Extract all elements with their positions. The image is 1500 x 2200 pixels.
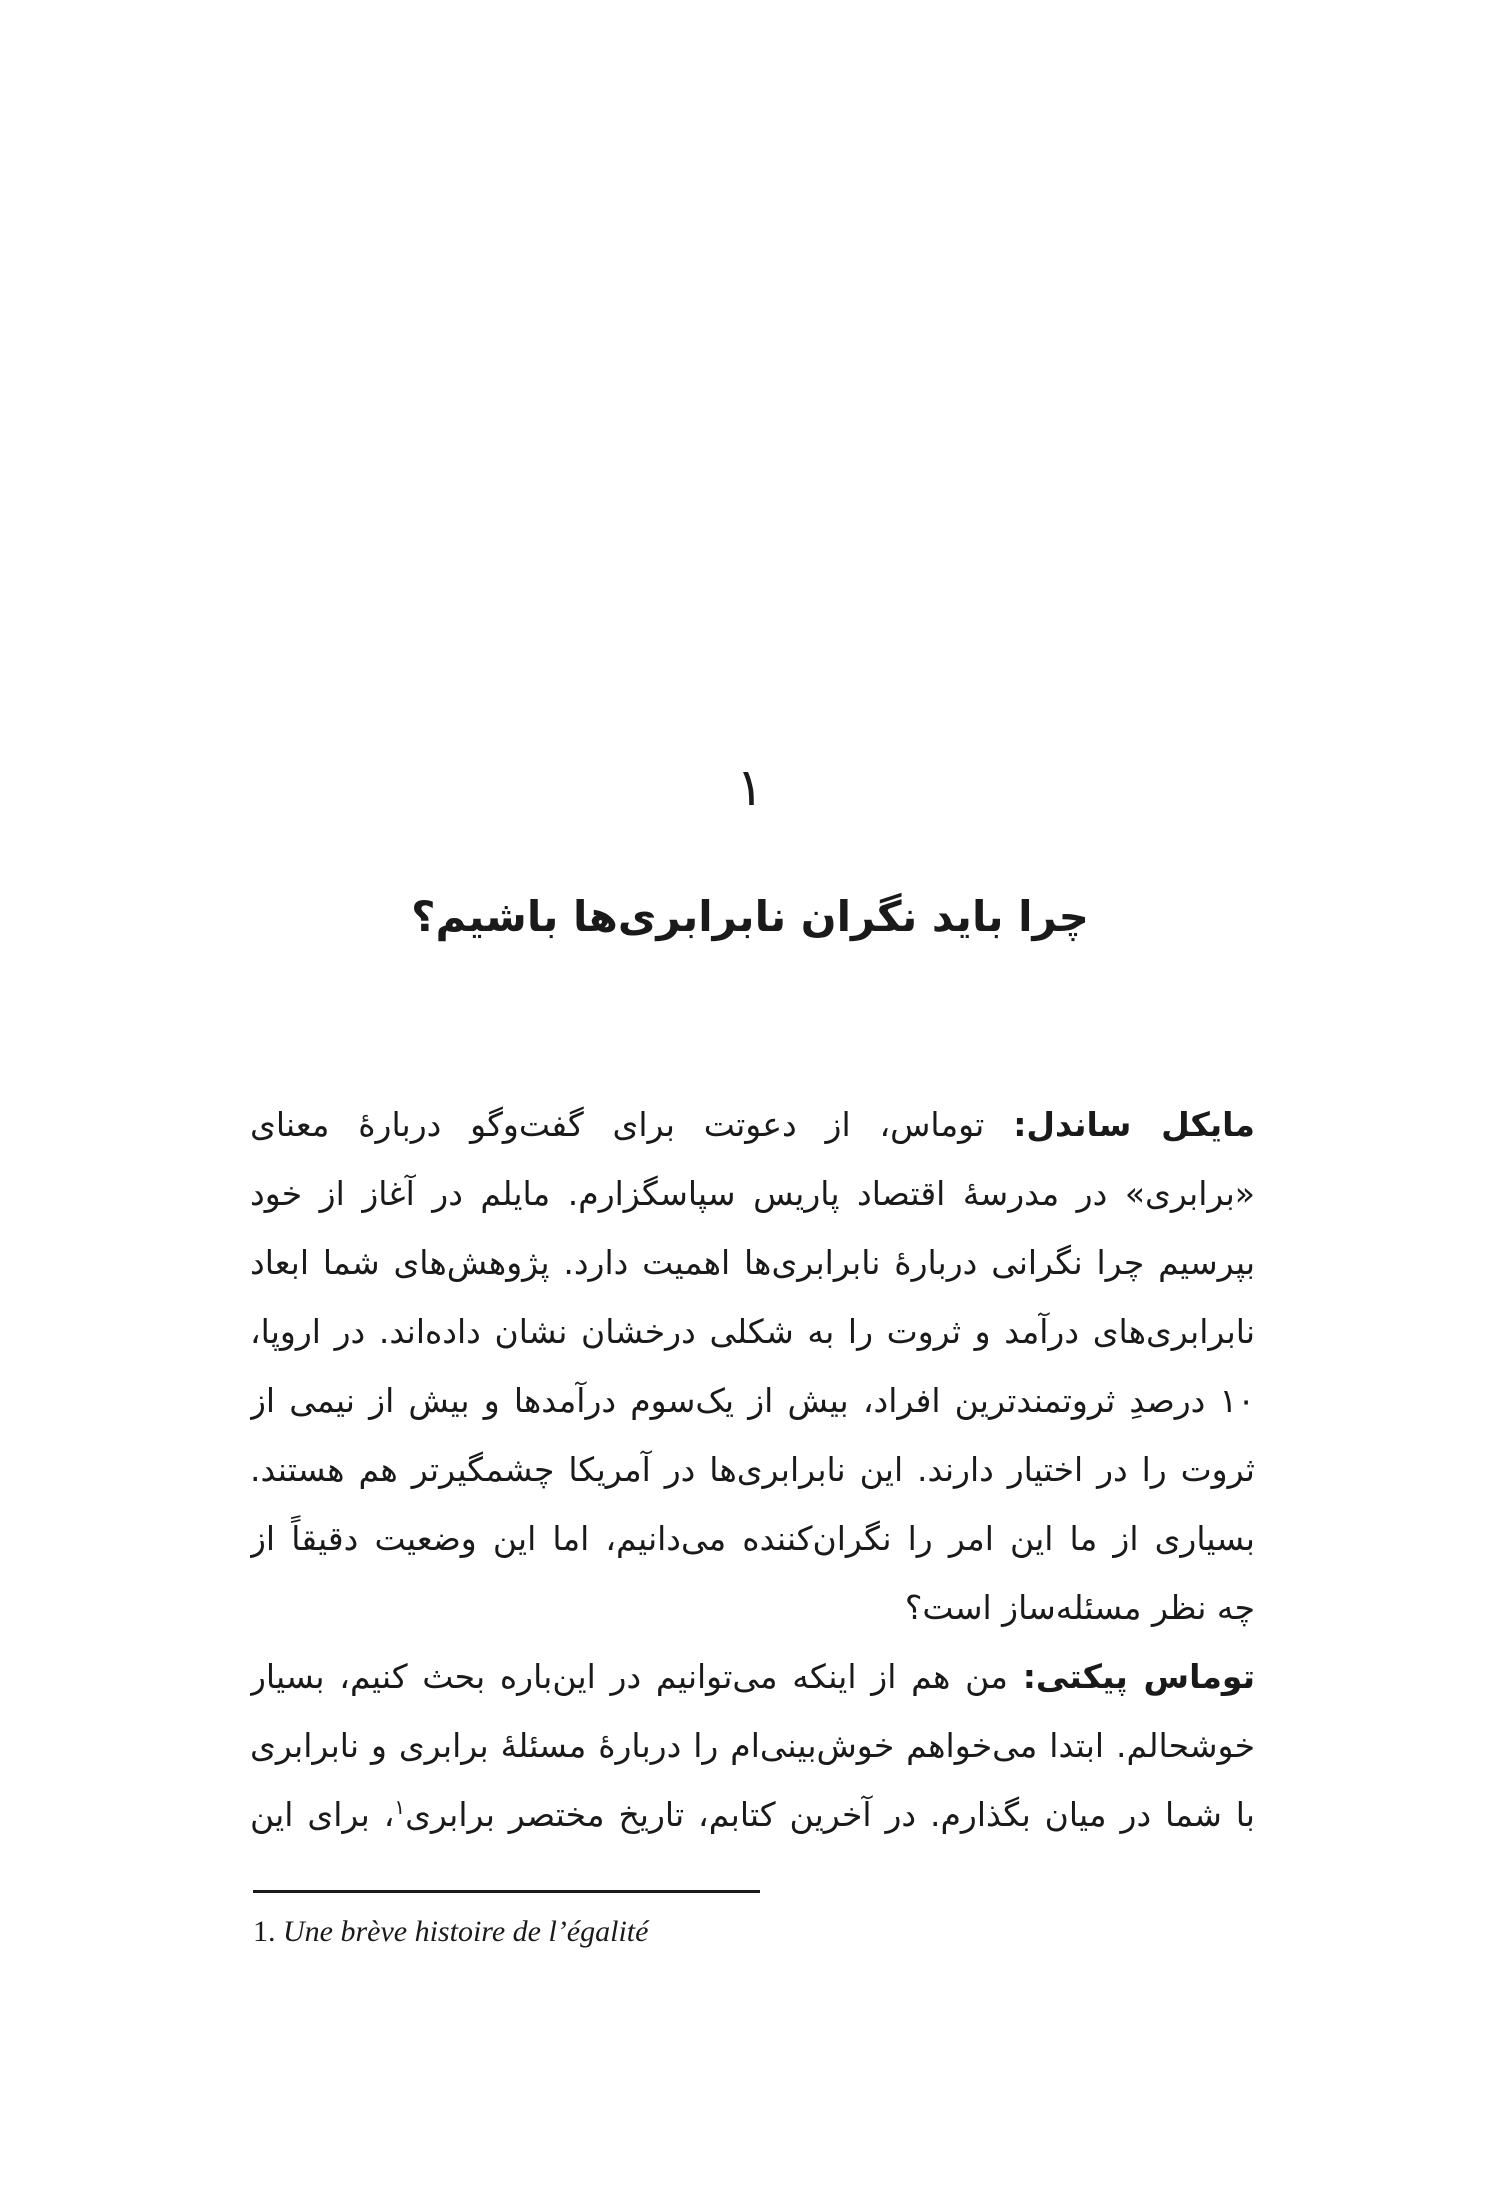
line-text: ، برای این — [250, 1795, 395, 1834]
footnote-number: 1. — [253, 1915, 276, 1948]
text-line — [250, 1642, 1255, 1711]
footnote-divider — [253, 1890, 760, 1893]
text-line: خوشحالم. ابتدا می‌خواهم خوش‌بینی‌ام را دربارۀ مسئلۀ برابری و نابرابری — [250, 1726, 1255, 1765]
text-line: چه نظر مسئله‌ساز است؟ — [904, 1588, 1255, 1627]
text-line — [250, 1780, 1255, 1849]
text-line: ۱۰ درصدِ ثروتمندترین افراد، بیش از یک‌سوم درآمدها و بیش از نیمی از — [250, 1381, 1255, 1420]
text-line: بپرسیم چرا نگرانی دربارۀ نابرابری‌ها اهمیت دارد. پژوهش‌های شما ابعاد — [250, 1243, 1255, 1282]
text-line — [250, 1090, 1255, 1159]
line-text: توماس، از دعوتت برای گفت‌وگو دربارۀ معنای — [250, 1105, 985, 1144]
text-line: بسیاری از ما این امر را نگران‌کننده می‌دانیم، اما این وضعیت دقیقاً از — [250, 1519, 1255, 1558]
line-text: من هم از اینکه می‌توانیم در این‌باره بحث کنیم، بسیار — [250, 1657, 1008, 1696]
text-line: «برابری» در مدرسۀ اقتصاد پاریس سپاسگزارم. مایلم در آغاز از خود — [250, 1174, 1255, 1213]
speaker-name: مایکل ساندل: — [1013, 1105, 1255, 1144]
text-line: ثروت را در اختیار دارند. این نابرابری‌ها در آمریکا چشمگیرتر هم هستند. — [250, 1450, 1255, 1489]
body-text — [250, 1090, 1255, 1849]
line-text: با شما در میان بگذارم. در آخرین کتابم، تاریخ مختصر برابری — [405, 1795, 1255, 1834]
chapter-number: ۱ — [736, 758, 764, 818]
text-line: نابرابری‌های درآمد و ثروت را به شکلی درخشان نشان داده‌اند. در اروپا، — [250, 1312, 1255, 1351]
footnote-reference[interactable]: ۱ — [394, 1795, 406, 1819]
speaker-name: توماس پیکتی: — [1022, 1657, 1255, 1696]
footnote-text: Une brève histoire de l’égalité — [283, 1915, 649, 1948]
chapter-title: چرا باید نگران نابرابری‌ها باشیم؟ — [411, 892, 1089, 941]
footnote — [253, 1910, 648, 1954]
